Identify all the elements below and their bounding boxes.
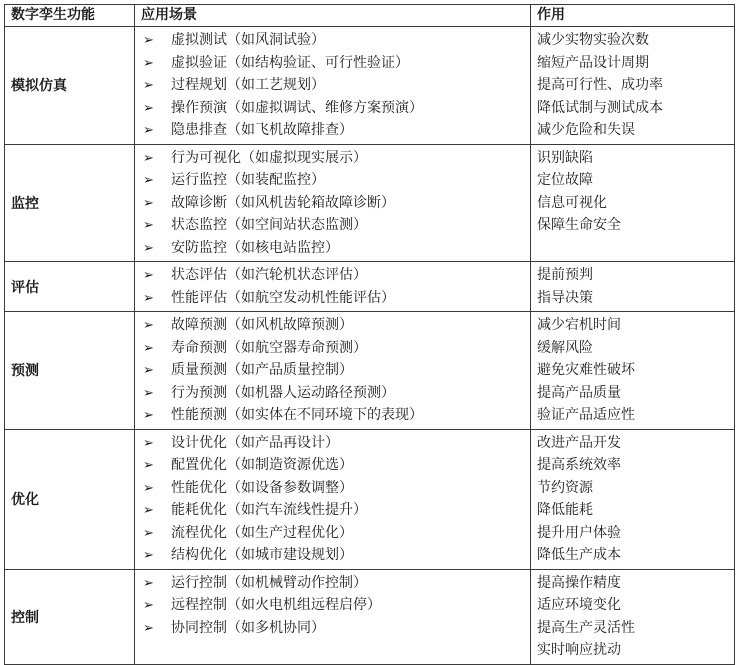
scenario-cell xyxy=(135,312,531,430)
scenario-text: 故障诊断（如风机齿轮箱故障诊断） xyxy=(171,194,395,211)
scenario-item xyxy=(135,29,530,52)
arrow-bullet-icon: ➢ xyxy=(143,268,154,283)
arrow-bullet-icon: ➢ xyxy=(143,408,154,423)
scenario-text: 状态监控（如空间站状态监测） xyxy=(171,217,367,233)
use-item: 信息可视化 xyxy=(537,194,607,211)
arrow-bullet-icon: ➢ xyxy=(143,33,154,48)
use-item: 指导决策 xyxy=(537,289,593,306)
use-item: 提高系统效率 xyxy=(537,457,621,473)
scenario-item xyxy=(135,594,530,617)
scenario-item xyxy=(135,404,530,427)
use-item: 降低试制与测试成本 xyxy=(537,99,663,116)
scenario-cell xyxy=(135,144,531,262)
table-row xyxy=(5,312,735,430)
scenario-text: 协同控制（如多机协同） xyxy=(171,619,325,636)
scenario-text: 性能预测（如实体在不同环境下的表现） xyxy=(171,407,423,423)
scenario-item xyxy=(135,617,530,640)
scenario-text: 行为预测（如机器人运动路径预测） xyxy=(171,384,395,401)
scenario-text: 性能评估（如航空发动机性能评估） xyxy=(171,289,395,306)
scenario-text: 结构优化（如城市建设规划） xyxy=(171,547,353,563)
scenario-cell xyxy=(135,27,531,145)
use-item: 提高操作精度 xyxy=(537,574,621,591)
arrow-bullet-icon: ➢ xyxy=(143,55,154,71)
scenario-text: 远程控制（如火电机组远程启停） xyxy=(171,597,381,613)
use-cell xyxy=(531,429,735,569)
scenario-text: 安防监控（如核电站监控） xyxy=(171,239,339,256)
use-item: 减少实物实验次数 xyxy=(537,32,649,48)
header-function: 数字孪生功能 xyxy=(5,5,135,27)
scenario-cell xyxy=(135,262,531,312)
scenario-item xyxy=(135,432,530,455)
table-row xyxy=(5,27,735,145)
scenario-item xyxy=(135,314,530,337)
arrow-bullet-icon: ➢ xyxy=(143,100,154,116)
use-item: 减少危险和失误 xyxy=(537,122,635,138)
use-item: 节约资源 xyxy=(537,479,593,496)
function-cell: 优化 xyxy=(5,429,135,569)
use-item: 保障生命安全 xyxy=(537,217,621,233)
table-row xyxy=(5,262,735,312)
scenario-item xyxy=(135,544,530,567)
scenario-item xyxy=(135,454,530,477)
scenario-cell xyxy=(135,429,531,569)
scenario-item xyxy=(135,499,530,522)
use-item: 提前预判 xyxy=(537,267,593,283)
arrow-bullet-icon: ➢ xyxy=(143,218,154,233)
use-item: 降低能耗 xyxy=(537,502,593,518)
table-row xyxy=(5,429,735,569)
scenario-list xyxy=(135,432,530,567)
scenario-text: 虚拟测试（如风洞试验） xyxy=(171,32,325,48)
scenario-text: 配置优化（如制造资源优选） xyxy=(171,457,353,473)
scenario-text: 设计优化（如产品再设计） xyxy=(171,434,339,451)
digital-twin-table-container xyxy=(4,4,734,665)
arrow-bullet-icon: ➢ xyxy=(143,78,154,93)
scenario-text: 运行监控（如装配监控） xyxy=(171,172,325,188)
scenario-item xyxy=(135,264,530,287)
scenario-item xyxy=(135,237,530,260)
scenario-list xyxy=(135,572,530,640)
scenario-item xyxy=(135,214,530,237)
use-cell xyxy=(531,262,735,312)
use-list xyxy=(537,432,734,567)
scenario-item xyxy=(135,147,530,170)
use-item: 实时响应扰动 xyxy=(537,642,621,658)
use-item: 提升用户体验 xyxy=(537,524,621,541)
header-scenario: 应用场景 xyxy=(135,5,531,27)
scenario-item xyxy=(135,192,530,215)
scenario-text: 虚拟验证（如结构验证、可行性验证） xyxy=(171,54,409,71)
table-row xyxy=(5,569,735,664)
function-cell: 预测 xyxy=(5,312,135,430)
use-item: 减少宕机时间 xyxy=(537,317,621,333)
scenario-text: 隐患排查（如飞机故障排查） xyxy=(171,122,353,138)
arrow-bullet-icon: ➢ xyxy=(143,525,154,541)
scenario-text: 过程规划（如工艺规划） xyxy=(171,77,325,93)
use-list xyxy=(537,314,734,427)
scenario-item xyxy=(135,97,530,120)
arrow-bullet-icon: ➢ xyxy=(143,503,154,518)
arrow-bullet-icon: ➢ xyxy=(143,458,154,473)
function-cell: 模拟仿真 xyxy=(5,27,135,145)
arrow-bullet-icon: ➢ xyxy=(143,435,154,451)
scenario-item xyxy=(135,337,530,360)
scenario-item xyxy=(135,477,530,500)
use-list xyxy=(537,147,734,237)
use-cell xyxy=(531,312,735,430)
scenario-text: 寿命预测（如航空器寿命预测） xyxy=(171,339,367,356)
use-item: 提高生产灵活性 xyxy=(537,619,635,636)
use-list xyxy=(537,264,734,309)
scenario-text: 能耗优化（如汽车流线性提升） xyxy=(171,502,367,518)
use-cell xyxy=(531,27,735,145)
scenario-list xyxy=(135,29,530,142)
use-item: 缩短产品设计周期 xyxy=(537,54,649,71)
scenario-text: 行为可视化（如虚拟现实展示） xyxy=(171,149,367,166)
header-use: 作用 xyxy=(531,5,735,27)
scenario-text: 操作预演（如虚拟调试、维修方案预演） xyxy=(171,99,423,116)
scenario-text: 流程优化（如生产过程优化） xyxy=(171,524,353,541)
function-cell: 控制 xyxy=(5,569,135,664)
arrow-bullet-icon: ➢ xyxy=(143,548,154,563)
use-item: 提高产品质量 xyxy=(537,384,621,401)
scenario-item xyxy=(135,119,530,142)
arrow-bullet-icon: ➢ xyxy=(143,195,154,211)
header-row xyxy=(5,5,735,27)
scenario-item xyxy=(135,52,530,75)
scenario-text: 质量预测（如产品质量控制） xyxy=(171,362,353,378)
arrow-bullet-icon: ➢ xyxy=(143,290,154,306)
use-cell xyxy=(531,569,735,664)
scenario-item xyxy=(135,359,530,382)
use-item: 降低生产成本 xyxy=(537,547,621,563)
arrow-bullet-icon: ➢ xyxy=(143,480,154,496)
arrow-bullet-icon: ➢ xyxy=(143,318,154,333)
scenario-text: 故障预测（如风机故障预测） xyxy=(171,317,353,333)
use-cell xyxy=(531,144,735,262)
scenario-list xyxy=(135,264,530,309)
use-list xyxy=(537,29,734,142)
arrow-bullet-icon: ➢ xyxy=(143,575,154,591)
scenario-cell xyxy=(135,569,531,664)
use-item: 提高可行性、成功率 xyxy=(537,77,663,93)
use-item: 避免灾难性破坏 xyxy=(537,362,635,378)
use-item: 适应环境变化 xyxy=(537,597,621,613)
arrow-bullet-icon: ➢ xyxy=(143,598,154,613)
arrow-bullet-icon: ➢ xyxy=(143,123,154,138)
arrow-bullet-icon: ➢ xyxy=(143,340,154,356)
scenario-item xyxy=(135,522,530,545)
arrow-bullet-icon: ➢ xyxy=(143,620,154,636)
scenario-text: 性能优化（如设备参数调整） xyxy=(171,479,353,496)
arrow-bullet-icon: ➢ xyxy=(143,363,154,378)
function-cell: 监控 xyxy=(5,144,135,262)
scenario-list xyxy=(135,314,530,427)
use-item: 识别缺陷 xyxy=(537,149,593,166)
table-row xyxy=(5,144,735,262)
use-item: 改进产品开发 xyxy=(537,434,621,451)
table-body xyxy=(5,27,735,665)
function-cell: 评估 xyxy=(5,262,135,312)
arrow-bullet-icon: ➢ xyxy=(143,173,154,188)
scenario-item xyxy=(135,572,530,595)
arrow-bullet-icon: ➢ xyxy=(143,240,154,256)
scenario-text: 状态评估（如汽轮机状态评估） xyxy=(171,267,367,283)
scenario-text: 运行控制（如机械臂动作控制） xyxy=(171,574,367,591)
arrow-bullet-icon: ➢ xyxy=(143,385,154,401)
use-item: 缓解风险 xyxy=(537,339,593,356)
scenario-item xyxy=(135,382,530,405)
scenario-item xyxy=(135,169,530,192)
use-item: 定位故障 xyxy=(537,172,593,188)
arrow-bullet-icon: ➢ xyxy=(143,150,154,166)
scenario-list xyxy=(135,147,530,260)
use-list xyxy=(537,572,734,662)
scenario-item xyxy=(135,74,530,97)
scenario-item xyxy=(135,287,530,310)
digital-twin-functions-table xyxy=(4,4,735,665)
use-item: 验证产品适应性 xyxy=(537,407,635,423)
